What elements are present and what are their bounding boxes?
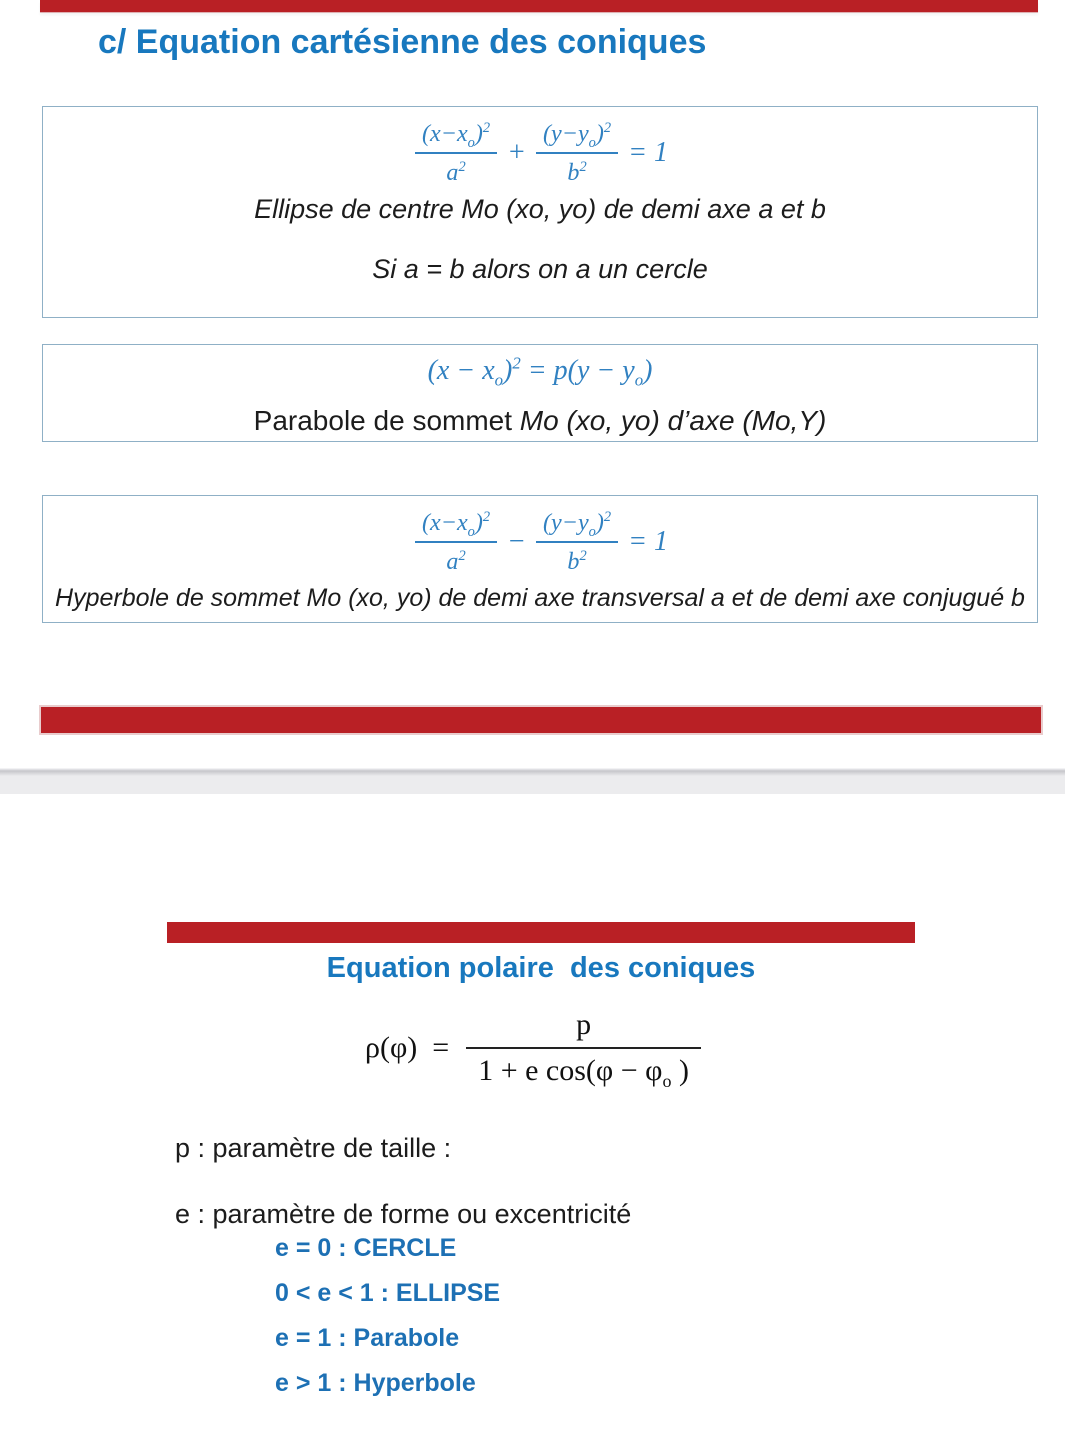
case-parabole: e = 1 : Parabole — [275, 1324, 460, 1352]
hyperbole-caption: Hyperbole de sommet Mo (xo, yo) de demi axe transversal a et de demi axe conjugué b — [55, 584, 1025, 612]
page2-accent-bar — [167, 922, 915, 943]
eccentricity-cases — [275, 1232, 500, 1412]
param-e-label: e : paramètre de forme ou excentricité — [175, 1199, 632, 1229]
parabole-caption-italic: Mo (xo, yo) d’axe (Mo,Y) — [519, 405, 827, 436]
page2-title: Equation polaire des coniques — [326, 952, 756, 984]
param-p-label: p : paramètre de taille : — [175, 1133, 452, 1163]
page-gap — [0, 768, 1065, 794]
parabole-caption-regular: Parabole de sommet — [253, 405, 520, 436]
polar-equation: ρ(φ) = $\frac{p}{1 + e \cos(\varphi - \varphi_o )}$ — [365, 1008, 704, 1088]
circle-note: Si a = b alors on a un cercle — [372, 254, 708, 284]
parabole-caption — [43, 405, 1037, 437]
hyperbole-box — [42, 495, 1038, 623]
case-cercle: e = 0 : CERCLE — [275, 1234, 457, 1262]
ellipse-equation: $\frac{(x-x_o)^2}{a^2}$ + $\frac{(y-y_o)^2}{b^2}$ = 1 — [43, 117, 1037, 188]
section-divider-bar — [41, 707, 1041, 733]
parabole-box — [42, 344, 1038, 442]
parabole-equation: $(x - x_o)^2 = p(y - y_o)$ — [427, 353, 653, 390]
case-ellipse: 0 < e < 1 : ELLIPSE — [275, 1279, 501, 1307]
hyperbole-equation: $\frac{(x-x_o)^2}{a^2}$ − $\frac{(y-y_o)^2}{b^2}$ = 1 — [43, 506, 1037, 577]
case-hyperbole: e > 1 : Hyperbole — [275, 1369, 476, 1397]
ellipse-caption: Ellipse de centre Mo (xo, yo) de demi axe a et b — [254, 194, 826, 224]
slide-page-2 — [0, 794, 1065, 1443]
top-accent-bar — [40, 0, 1038, 12]
page1-title: c/ Equation cartésienne des coniques — [98, 23, 707, 61]
ellipse-box — [42, 106, 1038, 318]
